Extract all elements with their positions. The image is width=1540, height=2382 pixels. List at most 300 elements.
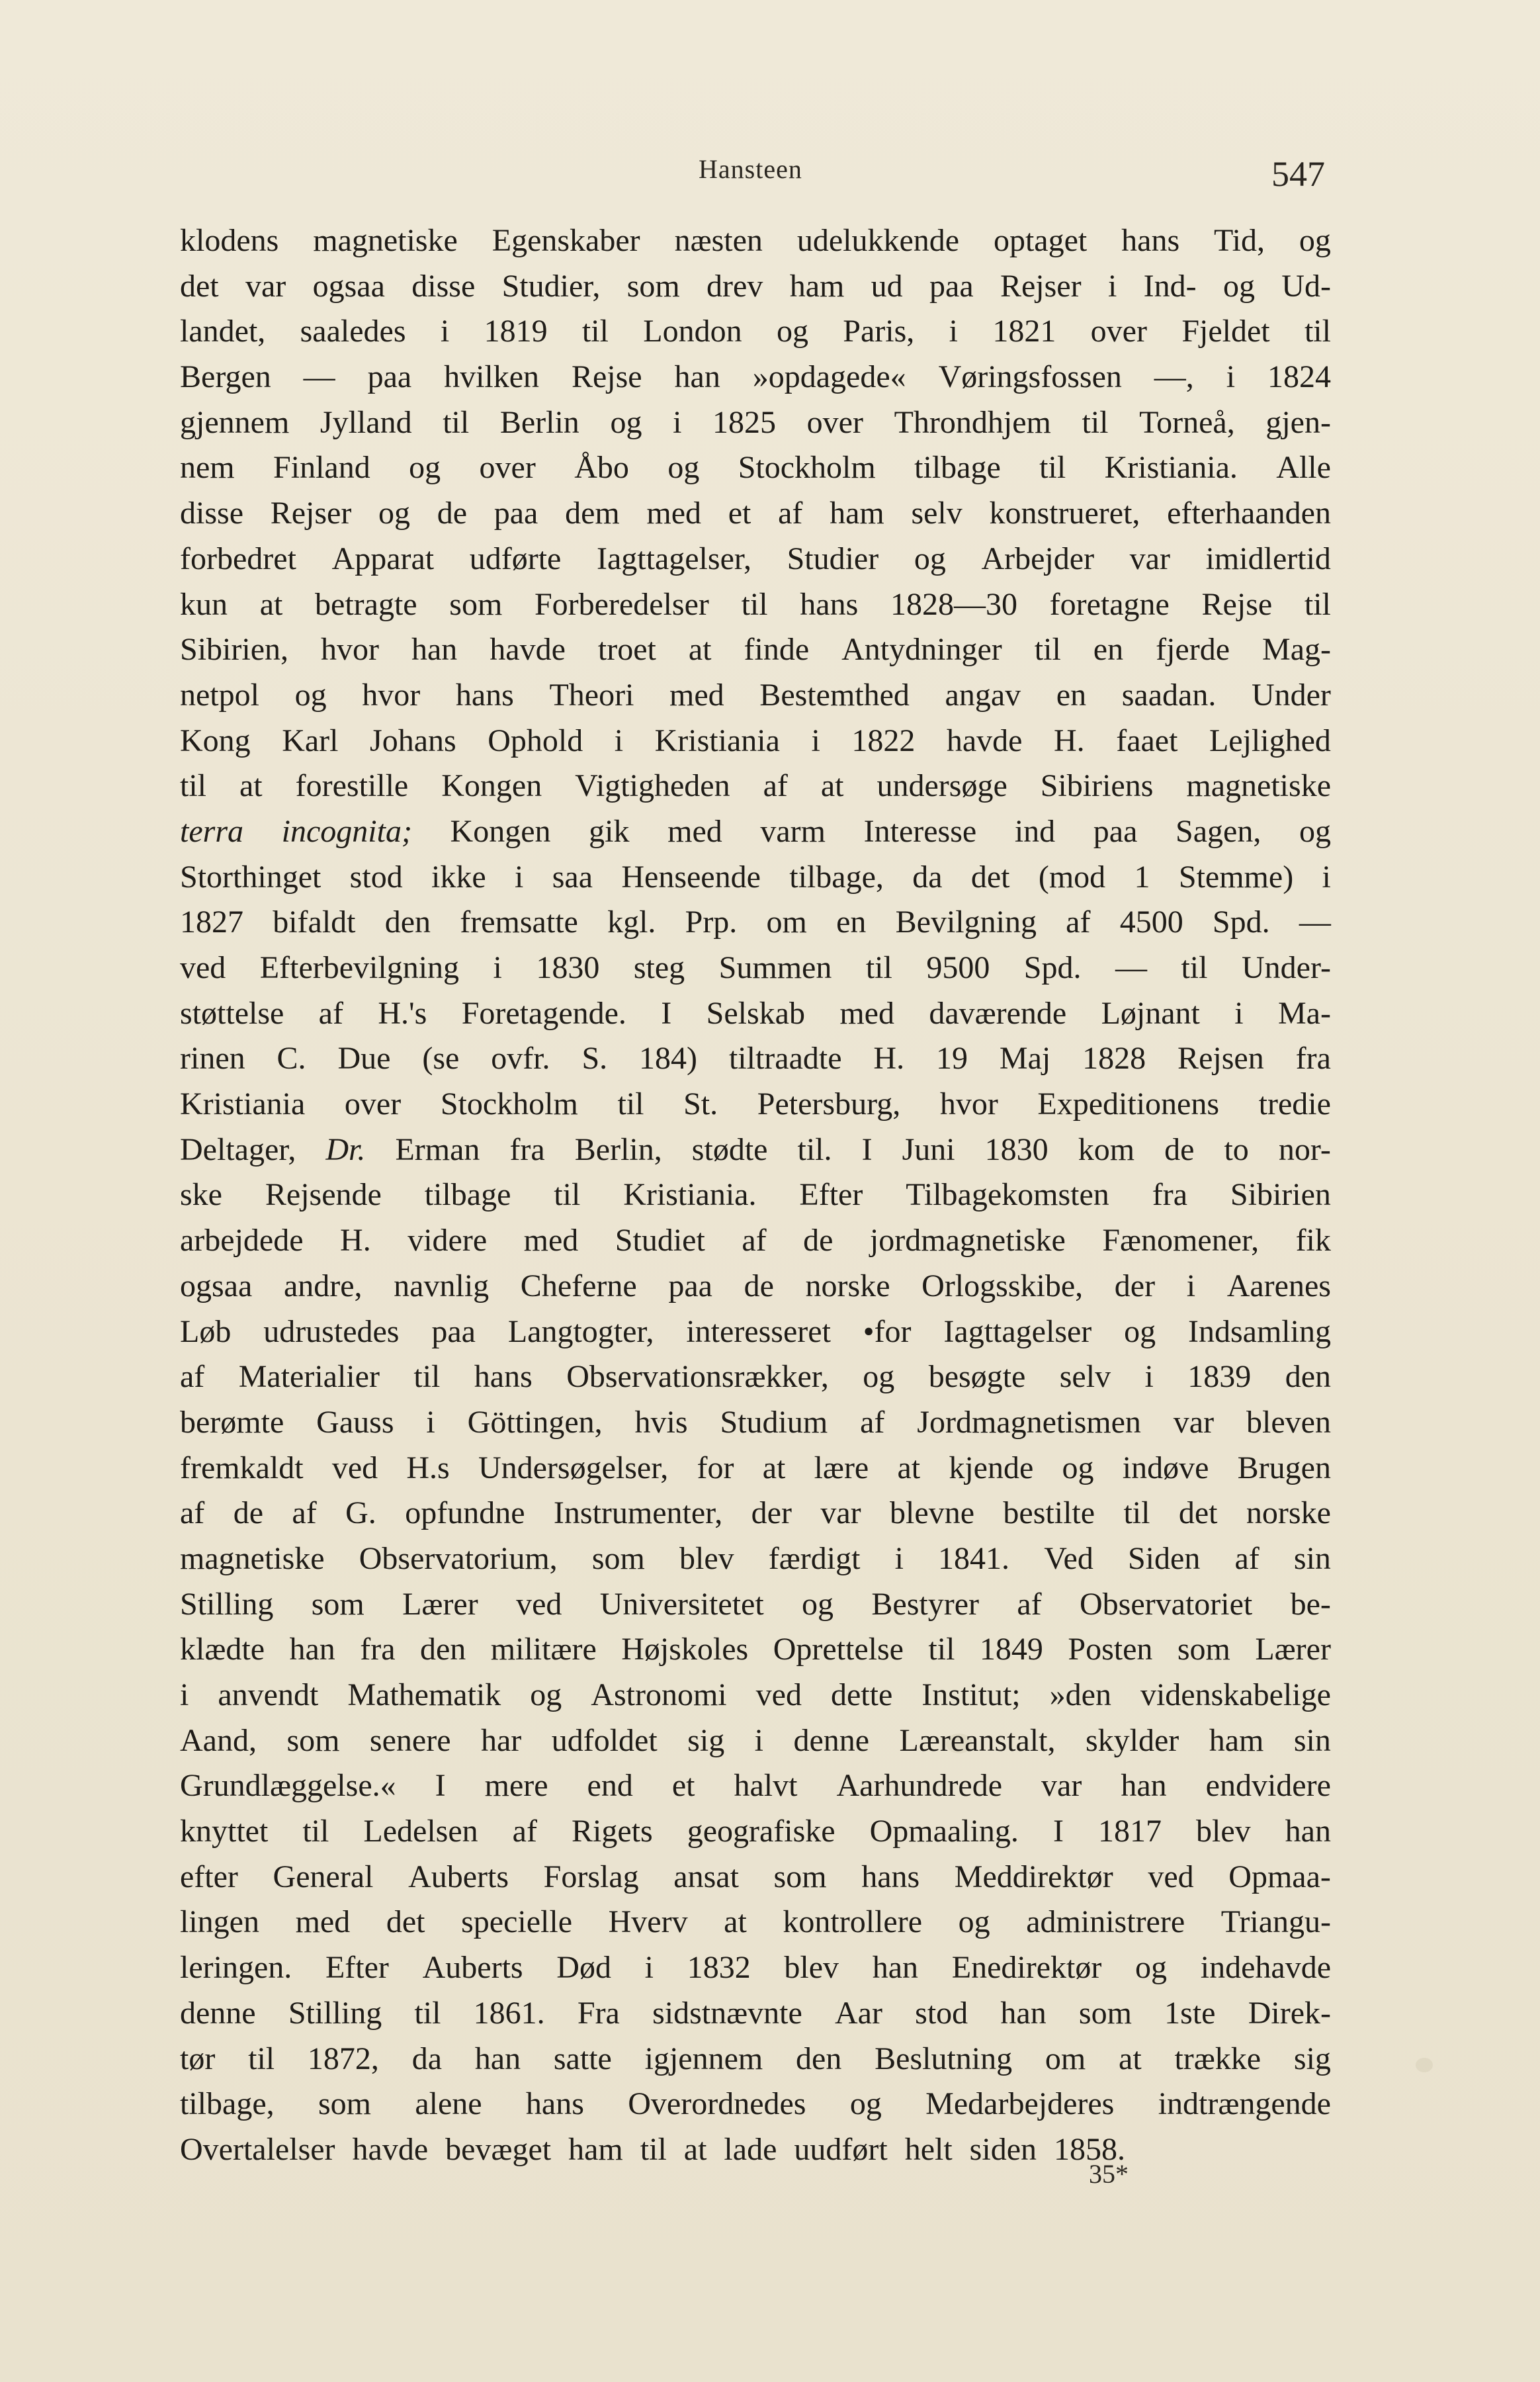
word: H.'s [378, 995, 427, 1031]
word: Jylland [320, 404, 412, 440]
word: bifaldt [273, 904, 356, 940]
text-line [180, 1082, 1331, 1127]
word: 1832 [687, 1950, 751, 1986]
word: 1827 [180, 904, 243, 940]
word: til [1082, 404, 1109, 440]
word: fra [1152, 1177, 1187, 1213]
word: til [413, 1359, 441, 1395]
word: kjende [949, 1450, 1034, 1485]
word: Arbejder [981, 541, 1095, 576]
word: med [646, 496, 702, 531]
word: at [820, 768, 844, 804]
word: blev [784, 1950, 839, 1986]
word: 1861. [473, 1995, 545, 2031]
word: ved [331, 1450, 378, 1485]
word: blev [679, 1540, 734, 1576]
word: Storthinget [180, 859, 321, 895]
word: 1819 [484, 314, 548, 349]
word: den [796, 2041, 842, 2076]
word: til [581, 314, 609, 349]
word: Enedirektør [951, 1950, 1102, 1986]
word: Sagen, [1176, 813, 1262, 849]
word: var [1129, 541, 1170, 576]
word: Lærer [402, 1586, 478, 1622]
word: en [1093, 632, 1124, 668]
word: (mod [1038, 859, 1106, 895]
word: Stockholm [738, 450, 876, 486]
word: Mag- [1262, 632, 1331, 668]
word: optaget [993, 223, 1088, 258]
word: jordmagnetiske [869, 1223, 1066, 1258]
word: klodens [180, 223, 279, 258]
word: han [411, 632, 458, 668]
word: Rejsende [265, 1177, 382, 1213]
word: som [318, 2086, 371, 2122]
word: fjerde [1156, 632, 1230, 668]
word: endvidere [1205, 1768, 1331, 1804]
word: 1824 [1267, 359, 1331, 395]
word: og [530, 1677, 562, 1712]
page-header [0, 154, 1540, 206]
text-line [180, 537, 1331, 582]
word: han [1000, 1995, 1047, 2031]
word: Karl [282, 723, 339, 758]
word: Stemme) [1178, 859, 1294, 895]
word: den [1285, 1359, 1331, 1395]
word: »opdagede« [752, 359, 906, 395]
word: hans [455, 677, 514, 713]
word: St. [683, 1086, 718, 1122]
word: andre, [283, 1268, 363, 1303]
word: i [1322, 859, 1331, 895]
word: lade [724, 2131, 777, 2167]
word: Studiet [615, 1223, 705, 1258]
word: med [669, 677, 724, 713]
word: et [728, 496, 751, 531]
word: helt [904, 2131, 953, 2167]
word: Grundlæggelse.« [180, 1768, 396, 1804]
word: Observationsrækker, [566, 1359, 829, 1395]
word: 1830 [536, 950, 600, 985]
word: Interesse [863, 813, 977, 849]
word: Langtogter, [507, 1313, 654, 1349]
word: Henseende [621, 859, 761, 895]
word: Observatoriet [1080, 1586, 1253, 1622]
word: havde [490, 632, 566, 668]
word: hans [525, 2086, 584, 2122]
word: 19 [936, 1041, 968, 1077]
word: og [1135, 1950, 1168, 1986]
word: tredie [1258, 1086, 1331, 1122]
word: havde [352, 2131, 429, 2167]
word: den [420, 1632, 466, 1667]
word: og [294, 677, 327, 713]
word: til [414, 1995, 441, 2031]
word: selv [1059, 1359, 1111, 1395]
text-line [180, 627, 1331, 673]
word: og [914, 541, 946, 576]
word: hvor [939, 1086, 998, 1122]
word: Erman [395, 1131, 480, 1167]
text-line [180, 2127, 1331, 2173]
word: Medarbejderes [925, 2086, 1115, 2122]
word: som [286, 1722, 340, 1758]
word: til [1039, 450, 1066, 486]
word: tiltraadte [728, 1041, 842, 1077]
word: og [1062, 1450, 1094, 1485]
word: til [928, 1632, 955, 1667]
word: magnetiske [180, 1540, 325, 1576]
word: Foretagende. [461, 995, 626, 1031]
word: og [802, 1586, 834, 1622]
word: 1ste [1164, 1995, 1216, 2031]
word: Universitetet [599, 1586, 764, 1622]
word: til [1123, 1495, 1150, 1531]
word: Bestyrer [871, 1586, 979, 1622]
word: Materialier [238, 1359, 380, 1395]
word: 1825 [712, 404, 777, 440]
word: interesseret [686, 1313, 831, 1349]
word: et [671, 1768, 695, 1804]
word: det [386, 1904, 425, 1940]
word: incognita; [281, 813, 412, 849]
word: de [744, 1268, 774, 1303]
word: navnlig [394, 1268, 490, 1303]
word: saa [552, 859, 593, 895]
word: Sibiriens [1040, 768, 1154, 804]
word: til [554, 1177, 581, 1213]
word: han [1285, 1814, 1331, 1849]
word: var [820, 1495, 861, 1531]
word: i [515, 859, 524, 895]
word: Spd. [1212, 904, 1270, 940]
word: fra [360, 1632, 396, 1667]
word: H.s [406, 1450, 450, 1485]
word: til [1181, 950, 1208, 985]
word: Højskoles [621, 1632, 749, 1667]
word: bestilte [1003, 1495, 1095, 1531]
word: Juni [902, 1131, 955, 1167]
word: nor- [1278, 1131, 1331, 1167]
word: daværende [929, 995, 1067, 1031]
word: gik [589, 813, 630, 849]
text-line [180, 673, 1331, 719]
paper-stain [1416, 2058, 1433, 2072]
word: som [1177, 1632, 1230, 1667]
word: han [474, 2041, 521, 2076]
text-line [180, 1945, 1331, 1991]
word: Lærer [1255, 1632, 1331, 1667]
word: af [778, 496, 803, 531]
word: 1828 [1082, 1041, 1146, 1077]
word: da [912, 859, 943, 895]
word: Maj [999, 1041, 1051, 1077]
word: konstrueret, [989, 496, 1140, 531]
word: satte [553, 2041, 612, 2076]
word: paa [668, 1268, 712, 1303]
word: ved [516, 1586, 562, 1622]
word: 1828—30 [890, 586, 1017, 622]
word: Antydninger [841, 632, 1002, 668]
word: videre [407, 1223, 488, 1258]
text-line [180, 1127, 1331, 1173]
word: Orlogsskibe, [921, 1268, 1084, 1303]
word: 1821 [992, 314, 1056, 349]
word: om [1045, 2041, 1086, 2076]
word: Brugen [1237, 1450, 1331, 1485]
word: — [303, 359, 335, 395]
word: var [1041, 1768, 1082, 1804]
word: Auberts [422, 1950, 523, 1986]
word: klædte [180, 1632, 265, 1667]
word: Due [337, 1041, 391, 1077]
text-line [180, 764, 1331, 809]
word: med [523, 1223, 579, 1258]
word: var [245, 268, 286, 304]
word: 184) [639, 1041, 698, 1077]
word: hans [861, 1859, 920, 1894]
word: »den [1049, 1677, 1111, 1712]
word: Aand, [180, 1722, 257, 1758]
word: af [860, 1404, 885, 1440]
word: i [673, 404, 682, 440]
word: Summen [718, 950, 832, 985]
word: besøgte [928, 1359, 1026, 1395]
word: — [1299, 904, 1331, 940]
word: over [806, 404, 863, 440]
word: Tid, [1214, 223, 1265, 258]
word: Expeditionens [1037, 1086, 1220, 1122]
word: Aarenes [1226, 1268, 1331, 1303]
text-line [180, 1309, 1331, 1355]
word: H. [340, 1223, 371, 1258]
word: udfoldet [551, 1722, 658, 1758]
word: Selskab [706, 995, 805, 1031]
word: fremsatte [460, 904, 578, 940]
text-line [180, 1673, 1331, 1718]
word: kom [1078, 1131, 1135, 1167]
text-line [180, 991, 1331, 1037]
word: Triangu- [1220, 1904, 1331, 1940]
word: Oprettelse [773, 1632, 904, 1667]
word: igjennem [644, 2041, 763, 2076]
word: •for [863, 1313, 912, 1349]
text-line [180, 355, 1331, 400]
word: Studium [720, 1404, 828, 1440]
word: at [724, 1904, 747, 1940]
word: og [1299, 223, 1331, 258]
word: knyttet [180, 1814, 269, 1849]
word: og [1222, 268, 1255, 304]
word: tør [180, 2041, 216, 2076]
word: skylder [1085, 1722, 1179, 1758]
word: i [1186, 1268, 1196, 1303]
word: saadan. [1121, 677, 1217, 713]
text-line [180, 264, 1331, 310]
word: Observatorium, [359, 1540, 558, 1576]
word: nem [180, 450, 235, 486]
word: ind [1014, 813, 1056, 849]
word: til [640, 2131, 667, 2167]
word: tilbage, [180, 2086, 275, 2122]
word: Fjeldet [1181, 314, 1270, 349]
word: til [617, 1086, 644, 1122]
word: Petersburg, [757, 1086, 901, 1122]
word: (se [422, 1041, 460, 1077]
word: Stilling [180, 1586, 274, 1622]
word: Rejse [1201, 586, 1273, 622]
word: Løjnant [1101, 995, 1200, 1031]
word: han [289, 1632, 335, 1667]
word: og [1124, 1313, 1156, 1349]
word: hans [800, 586, 859, 622]
word: sin [1293, 1540, 1331, 1576]
word: i [949, 314, 958, 349]
word: lære [814, 1450, 869, 1485]
word: — [1115, 950, 1147, 985]
word: i [811, 723, 820, 758]
word: Efter [325, 1950, 389, 1986]
word: af [763, 768, 788, 804]
word: den [384, 904, 431, 940]
word: Opmaa- [1228, 1859, 1331, 1894]
word: Siden [1127, 1540, 1201, 1576]
word: Bergen [180, 359, 271, 395]
word: tilbage [914, 450, 1001, 486]
text-line [180, 1400, 1331, 1446]
word: Rejser [270, 496, 352, 531]
text-line [180, 946, 1331, 991]
word: Ma- [1277, 995, 1331, 1031]
word: af [512, 1814, 537, 1849]
word: og [776, 314, 808, 349]
word: ham [568, 2131, 623, 2167]
word: blevne [890, 1495, 974, 1531]
word: Kristiania [654, 723, 780, 758]
text-line [180, 900, 1331, 946]
word: indtrængende [1158, 2086, 1331, 2122]
word: 1817 [1097, 1814, 1162, 1849]
word: som [591, 1540, 645, 1576]
word: til [180, 768, 207, 804]
word: landet, [180, 314, 266, 349]
word: Ud- [1281, 268, 1331, 304]
word: Apparat [331, 541, 435, 576]
word: var [1173, 1404, 1215, 1440]
word: Stilling [288, 1995, 382, 2031]
text-line [180, 855, 1331, 901]
text-line [180, 309, 1331, 355]
word: 4500 [1119, 904, 1183, 940]
word: militære [490, 1632, 597, 1667]
word: Kong [180, 723, 251, 758]
text-line [180, 1855, 1331, 1900]
word: at [762, 1450, 786, 1485]
word: dette [830, 1677, 893, 1712]
word: til. [797, 1131, 832, 1167]
word: dem [565, 496, 620, 531]
word: denne [180, 1995, 256, 2031]
word: be- [1290, 1586, 1331, 1622]
word: han [674, 359, 720, 395]
word: bleven [1246, 1404, 1331, 1440]
word: fremkaldt [180, 1450, 304, 1485]
word: Efterbevilgning [259, 950, 460, 985]
word: Under- [1241, 950, 1331, 985]
word: og [378, 496, 411, 531]
word: Spd. [1023, 950, 1082, 985]
word: de [803, 1223, 834, 1258]
text-line [180, 400, 1331, 446]
word: ogsaa [180, 1268, 253, 1303]
word: finde [744, 632, 810, 668]
word: —, [1154, 359, 1194, 395]
word: hvis [634, 1404, 688, 1440]
word: General [273, 1859, 374, 1894]
word: Ind- [1143, 268, 1197, 304]
word: efter [180, 1859, 238, 1894]
word: der [751, 1495, 792, 1531]
word: 1822 [851, 723, 916, 758]
word: Astronomi [591, 1677, 727, 1712]
word: Göttingen, [467, 1404, 603, 1440]
word: at [239, 768, 263, 804]
word: Deltager, [180, 1131, 296, 1167]
word: Kristiania. [1104, 450, 1238, 486]
word: i [614, 723, 624, 758]
word: af [180, 1359, 205, 1395]
word: ud [871, 268, 903, 304]
word: Død [556, 1950, 611, 1986]
word: videnskabelige [1140, 1677, 1331, 1712]
word: som [449, 586, 503, 622]
word: af [1234, 1540, 1260, 1576]
word: sidstnævnte [652, 1995, 802, 2031]
word: efterhaanden [1167, 496, 1331, 531]
word: steg [633, 950, 685, 985]
text-line [180, 1627, 1331, 1673]
text-line [180, 1718, 1331, 1764]
word: selv [911, 496, 962, 531]
word: havde [946, 723, 1023, 758]
word: som [1078, 1995, 1132, 2031]
word: Rigets [572, 1814, 653, 1849]
word: drev [706, 268, 763, 304]
word: med [839, 995, 894, 1031]
text-line [180, 445, 1331, 491]
word: i [754, 1722, 763, 1758]
word: I [861, 1131, 873, 1167]
word: til [1304, 314, 1331, 349]
word: i [493, 950, 502, 985]
word: som [626, 268, 680, 304]
word: til [865, 950, 892, 985]
word: for [697, 1450, 734, 1485]
word: fra [509, 1131, 545, 1167]
word: Johans [370, 723, 456, 758]
word: Posten [1068, 1632, 1153, 1667]
word: C. [277, 1041, 306, 1077]
word: i [426, 1404, 435, 1440]
word: det [970, 859, 1010, 895]
word: Under [1251, 677, 1331, 713]
word: Throndhjem [894, 404, 1051, 440]
word: Forberedelser [534, 586, 709, 622]
word: til [1304, 586, 1331, 622]
text-line [180, 1582, 1331, 1628]
word: 1841. [938, 1540, 1010, 1576]
word: Jordmagnetismen [917, 1404, 1141, 1440]
